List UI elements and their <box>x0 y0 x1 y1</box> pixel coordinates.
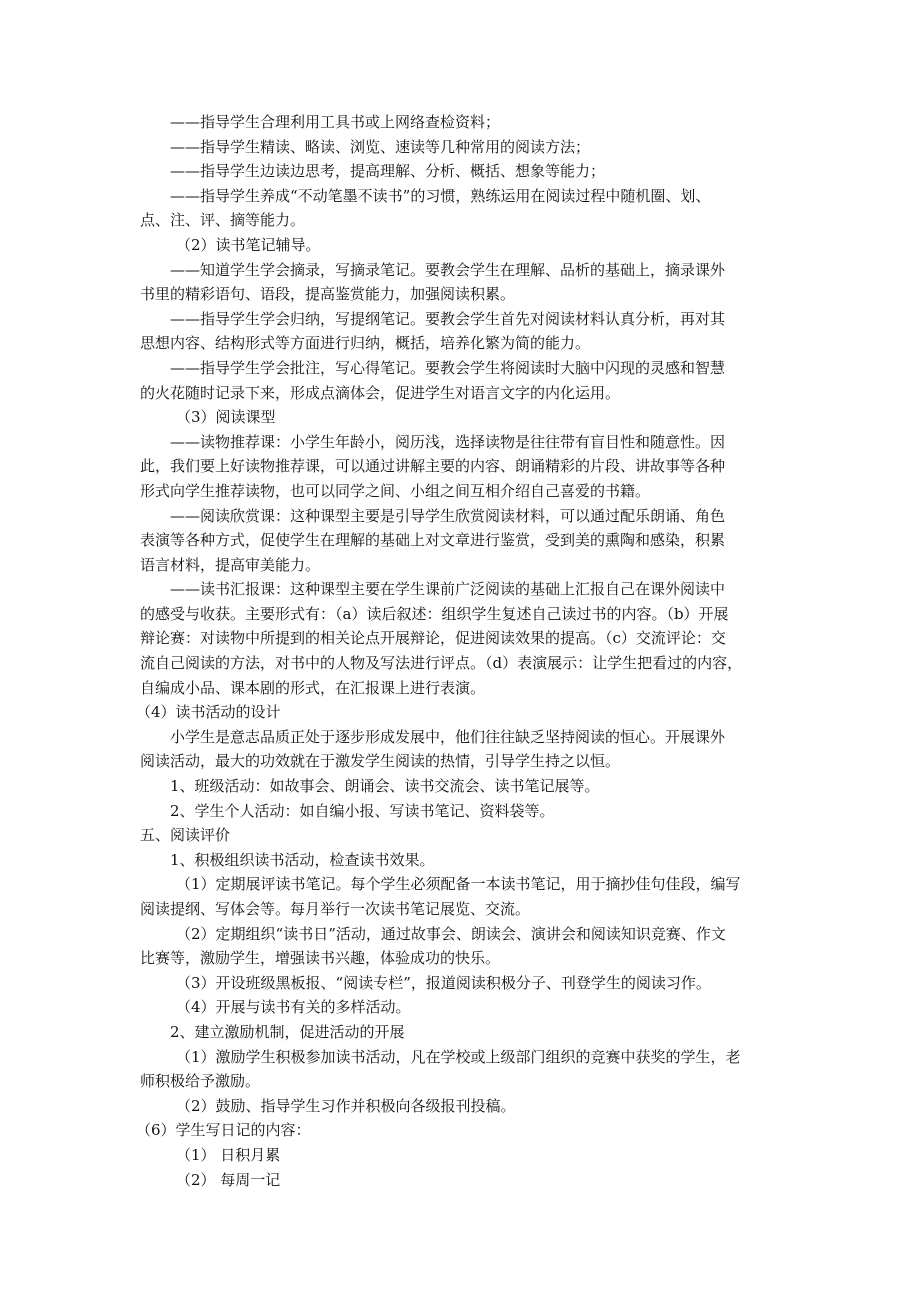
text-line: ——读物推荐课：小学生年龄小，阅历浅，选择读物是往往带有盲目性和随意性。因 <box>170 432 726 451</box>
text-line: 辩论赛：对读物中所提到的相关论点开展辩论，促进阅读效果的提高。（c）交流评论：交 <box>140 629 726 648</box>
text-line: 的感受与收获。主要形式有：（a）读后叙述：组织学生复述自己读过书的内容。（b）开展 <box>140 604 729 623</box>
text-line: ——指导学生学会批注，写心得笔记。要教会学生将阅读时大脑中闪现的灵感和智慧 <box>170 358 726 377</box>
text-line: （4）读书活动的设计 <box>136 703 281 722</box>
text-line: ——知道学生学会摘录，写摘录笔记。要教会学生在理解、品析的基础上，摘录课外 <box>170 260 726 279</box>
text-line: 阅读提纲、写体会等。每月举行一次读书笔记展览、交流。 <box>140 900 531 918</box>
text-line: （2）定期组织“读书日”活动，通过故事会、朗读会、演讲会和阅读知识竞赛、作文 <box>176 924 726 943</box>
text-line: （2） 每周一记 <box>176 1170 281 1189</box>
document-body <box>136 110 780 1192</box>
text-line: 1、积极组织读书活动，检查读书效果。 <box>170 850 435 869</box>
text-line: 师积极给予激励。 <box>140 1072 261 1091</box>
text-line: 语言材料，提高审美能力。 <box>140 555 321 574</box>
text-line: （4）开展与读书有关的多样活动。 <box>176 998 411 1017</box>
text-line: ——指导学生边读边思考，提高理解、分析、概括、想象等能力； <box>170 162 606 181</box>
text-line: 2、学生个人活动：如自编小报、写读书笔记、资料袋等。 <box>170 801 555 820</box>
text-line: 自编成小品、课本剧的形式，在汇报课上进行表演。 <box>140 678 486 697</box>
text-line: 形式向学生推荐读物，也可以同学之间、小组之间互相介绍自己喜爱的书籍。 <box>140 481 651 500</box>
text-line: 小学生是意志品质正处于逐步形成发展中，他们往往缺乏坚持阅读的恒心。开展课外 <box>170 727 726 746</box>
text-line: （3）开设班级黑板报、“阅读专栏”，报道阅读积极分子、刊登学生的阅读习作。 <box>176 973 711 992</box>
text-line: 表演等各种方式，促使学生在理解的基础上对文章进行鉴赏，受到美的熏陶和感染，积累 <box>140 531 726 550</box>
text-line: （2）读书笔记辅导。 <box>176 235 321 254</box>
text-line: 点、注、评、摘等能力。 <box>140 211 306 230</box>
text-line: ——指导学生学会归纳，写提纲笔记。要教会学生首先对阅读材料认真分析，再对其 <box>170 309 726 328</box>
text-line: （1）激励学生积极参加读书活动，凡在学校或上级部门组织的竞赛中获奖的学生，老 <box>176 1047 741 1066</box>
text-line: ——指导学生合理利用工具书或上网络查检资料； <box>170 113 501 131</box>
text-line: 2、建立激励机制，促进活动的开展 <box>170 1022 405 1041</box>
text-line: 流自己阅读的方法，对书中的人物及写法进行评点。（d）表演展示：让学生把看过的内容， <box>140 654 743 673</box>
text-line: ——阅读欣赏课：这种课型主要是引导学生欣赏阅读材料，可以通过配乐朗诵、角色 <box>170 506 726 525</box>
text-line: （1）定期展评读书笔记。每个学生必须配备一本读书笔记，用于摘抄佳句佳段，编写 <box>176 875 741 894</box>
text-line: （2）鼓励、指导学生习作并积极向各级报刊投稿。 <box>176 1096 516 1115</box>
text-line: 阅读活动，最大的功效就在于激发学生阅读的热情，引导学生持之以恒。 <box>140 752 621 771</box>
text-line: 五、阅读评价 <box>140 826 231 845</box>
text-line: 此，我们要上好读物推荐课，可以通过讲解主要的内容、朗诵精彩的片段、讲故事等各种 <box>140 457 726 476</box>
text-line: （6）学生写日记的内容： <box>136 1121 311 1140</box>
text-line: ——读书汇报课：这种课型主要在学生课前广泛阅读的基础上汇报自己在课外阅读中 <box>170 580 726 599</box>
text-line: ——指导学生养成“不动笔墨不读书”的习惯，熟练运用在阅读过程中随机圈、划、 <box>170 186 711 205</box>
text-line: 比赛等，激励学生，增强读书兴趣，体验成功的快乐。 <box>140 949 501 968</box>
text-line: （1） 日积月累 <box>176 1145 281 1164</box>
text-line: 1、班级活动：如故事会、朗诵会、读书交流会、读书笔记展等。 <box>170 777 600 796</box>
text-line: 的火花随时记录下来，形成点滴体会，促进学生对语言文字的内化运用。 <box>140 383 621 402</box>
text-line: （3）阅读课型 <box>176 408 276 427</box>
text-line: ——指导学生精读、略读、浏览、速读等几种常用的阅读方法； <box>170 137 591 156</box>
text-line: 书里的精彩语句、语段，提高鉴赏能力，加强阅读积累。 <box>140 285 516 304</box>
text-line: 思想内容、结构形式等方面进行归纳，概括，培养化繁为简的能力。 <box>140 334 591 353</box>
